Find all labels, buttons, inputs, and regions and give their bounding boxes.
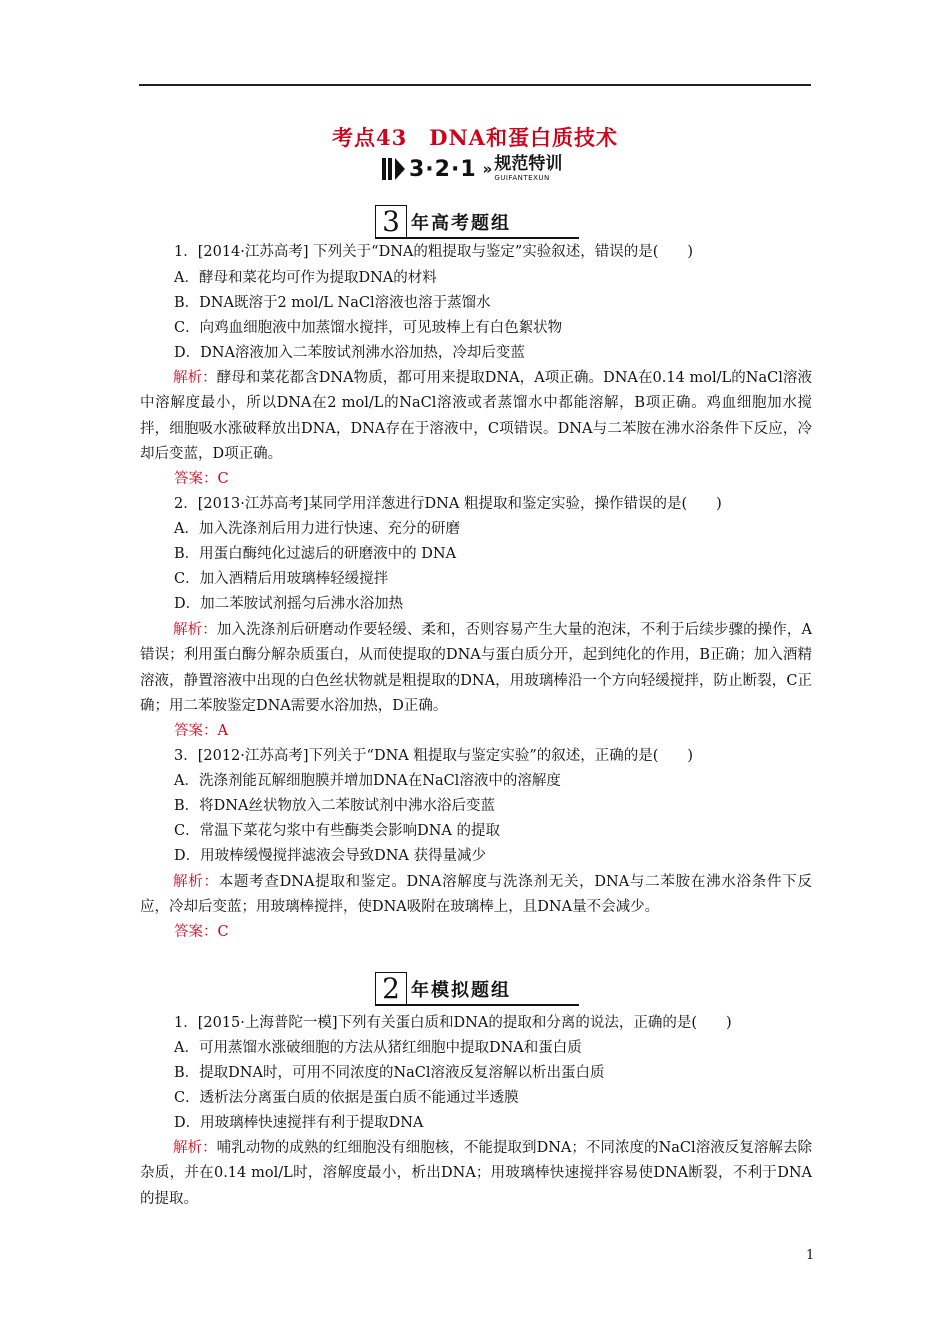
option-a: A．加入洗涤剂后用力进行快速、充分的研磨 bbox=[174, 521, 460, 537]
option-a: A．洗涤剂能瓦解细胞膜并增加DNA在NaCl溶液中的溶解度 bbox=[174, 773, 561, 789]
page-title: 考点43 DNA和蛋白质技术 bbox=[332, 125, 618, 150]
logo-bars-icon bbox=[382, 158, 392, 180]
question-stem: 3．[2012·江苏高考]下列关于“DNA 粗提取与鉴定实验”的叙述，正确的是( ) bbox=[174, 748, 694, 764]
analysis-text: 加入洗涤剂后研磨动作要轻缓、柔和，否则容易产生大量的泡沫，不利于后续步骤的操作，A错误；利用蛋白酶分解杂质蛋白，从而使提取的DNA与蛋白质分开，起到纯化的作用，B正确；加入酒精溶液，静置溶液中出现的白色丝状物就是粗提取的DNA，用玻璃棒沿一个方向轻缓搅拌，防止断裂，C正确；用二苯胺鉴定DNA需要水浴加热，D正确。 bbox=[140, 622, 813, 714]
option-c: C．向鸡血细胞液中加蒸馏水搅拌，可见玻棒上有白色絮状物 bbox=[174, 320, 563, 336]
option-a: A．酵母和菜花均可作为提取DNA的材料 bbox=[174, 270, 437, 286]
option-b: B．提取DNA时，可用不同浓度的NaCl溶液反复溶解以析出蛋白质 bbox=[174, 1065, 605, 1081]
section-number: 3 bbox=[375, 205, 407, 239]
option-b: B．将DNA丝状物放入二苯胺试剂中沸水浴后变蓝 bbox=[174, 798, 495, 814]
section-underline bbox=[375, 237, 579, 239]
analysis-label: 解析： bbox=[173, 1140, 217, 1156]
analysis-label: 解析： bbox=[173, 370, 217, 386]
analysis-label: 解析： bbox=[173, 874, 219, 890]
logo-arrow-icon bbox=[395, 158, 405, 180]
logo-subtext: GUIFANTEXUN bbox=[494, 174, 550, 182]
section-underline bbox=[375, 1004, 579, 1006]
option-d: D．加二苯胺试剂摇匀后沸水浴加热 bbox=[174, 596, 404, 612]
option-d: D．用玻璃棒快速搅拌有利于提取DNA bbox=[174, 1115, 424, 1131]
analysis-paragraph bbox=[140, 366, 812, 467]
analysis-paragraph bbox=[140, 618, 812, 719]
question-stem: 2．[2013·江苏高考]某同学用洋葱进行DNA 粗提取和鉴定实验，操作错误的是( ) bbox=[174, 496, 722, 512]
section-label: 年模拟题组 bbox=[411, 980, 511, 1001]
section-number: 2 bbox=[375, 972, 407, 1006]
option-a: A．可用蒸馏水涨破细胞的方法从猪红细胞中提取DNA和蛋白质 bbox=[174, 1040, 582, 1056]
option-c: C．透析法分离蛋白质的依据是蛋白质不能通过半透膜 bbox=[174, 1090, 519, 1106]
logo-digits: 3·2·1 bbox=[409, 156, 477, 182]
option-b: B．DNA既溶于2 mol/L NaCl溶液也溶于蒸馏水 bbox=[174, 295, 491, 311]
logo-chevron: » bbox=[482, 160, 493, 178]
option-b: B．用蛋白酶纯化过滤后的研磨液中的 DNA bbox=[174, 546, 457, 562]
question-stem: 1．[2015·上海普陀一模]下列有关蛋白质和DNA的提取和分离的说法，正确的是( ) bbox=[174, 1015, 732, 1031]
option-d: D．用玻棒缓慢搅拌滤液会导致DNA 获得量减少 bbox=[174, 848, 487, 864]
analysis-paragraph bbox=[140, 1136, 812, 1212]
answer: 答案：C bbox=[174, 471, 229, 487]
section-label: 年高考题组 bbox=[411, 213, 511, 234]
analysis-text: 哺乳动物的成熟的红细胞没有细胞核，不能提取到DNA；不同浓度的NaCl溶液反复溶解去除杂质，并在0.14 mol/L时，溶解度最小，析出DNA；用玻璃棒快速搅拌容易使DNA断裂，不利于DNA的提取。 bbox=[140, 1140, 813, 1207]
page-number: 1 bbox=[806, 1248, 815, 1263]
analysis-label: 解析： bbox=[173, 622, 217, 638]
analysis-text: 酵母和菜花都含DNA物质，都可用来提取DNA，A项正确。DNA在0.14 mol/L的NaCl溶液中溶解度最小，所以DNA在2 mol/L的NaCl溶液或者蒸馏水中都能溶解，B项正确。鸡血细胞加水搅拌，细胞吸水涨破释放出DNA，DNA存在于溶液中，C项错误。DNA与二苯胺在沸水浴条件下反应，冷却后变蓝，D项正确。 bbox=[140, 370, 812, 462]
logo-text: 规范特训 bbox=[494, 154, 563, 174]
option-c: C．加入酒精后用玻璃棒轻缓搅拌 bbox=[174, 571, 389, 587]
option-d: D．DNA溶液加入二苯胺试剂沸水浴加热，冷却后变蓝 bbox=[174, 345, 525, 361]
question-stem: 1．[2014·江苏高考] 下列关于“DNA的粗提取与鉴定”实验叙述，错误的是( ) bbox=[174, 244, 694, 260]
answer: 答案：A bbox=[174, 723, 228, 739]
section-header-mock bbox=[375, 972, 579, 1006]
section-header-gaokao bbox=[375, 205, 579, 239]
analysis-text: 本题考查DNA提取和鉴定。DNA溶解度与洗涤剂无关，DNA与二苯胺在沸水浴条件下反应，冷却后变蓝；用玻璃棒搅拌，使DNA吸附在玻璃棒上，且DNA量不会减少。 bbox=[140, 874, 812, 916]
answer: 答案：C bbox=[174, 924, 229, 940]
option-c: C．常温下菜花匀浆中有些酶类会影响DNA 的提取 bbox=[174, 823, 500, 839]
brand-logo bbox=[382, 156, 562, 182]
analysis-paragraph bbox=[140, 870, 812, 921]
top-rule bbox=[139, 84, 811, 86]
